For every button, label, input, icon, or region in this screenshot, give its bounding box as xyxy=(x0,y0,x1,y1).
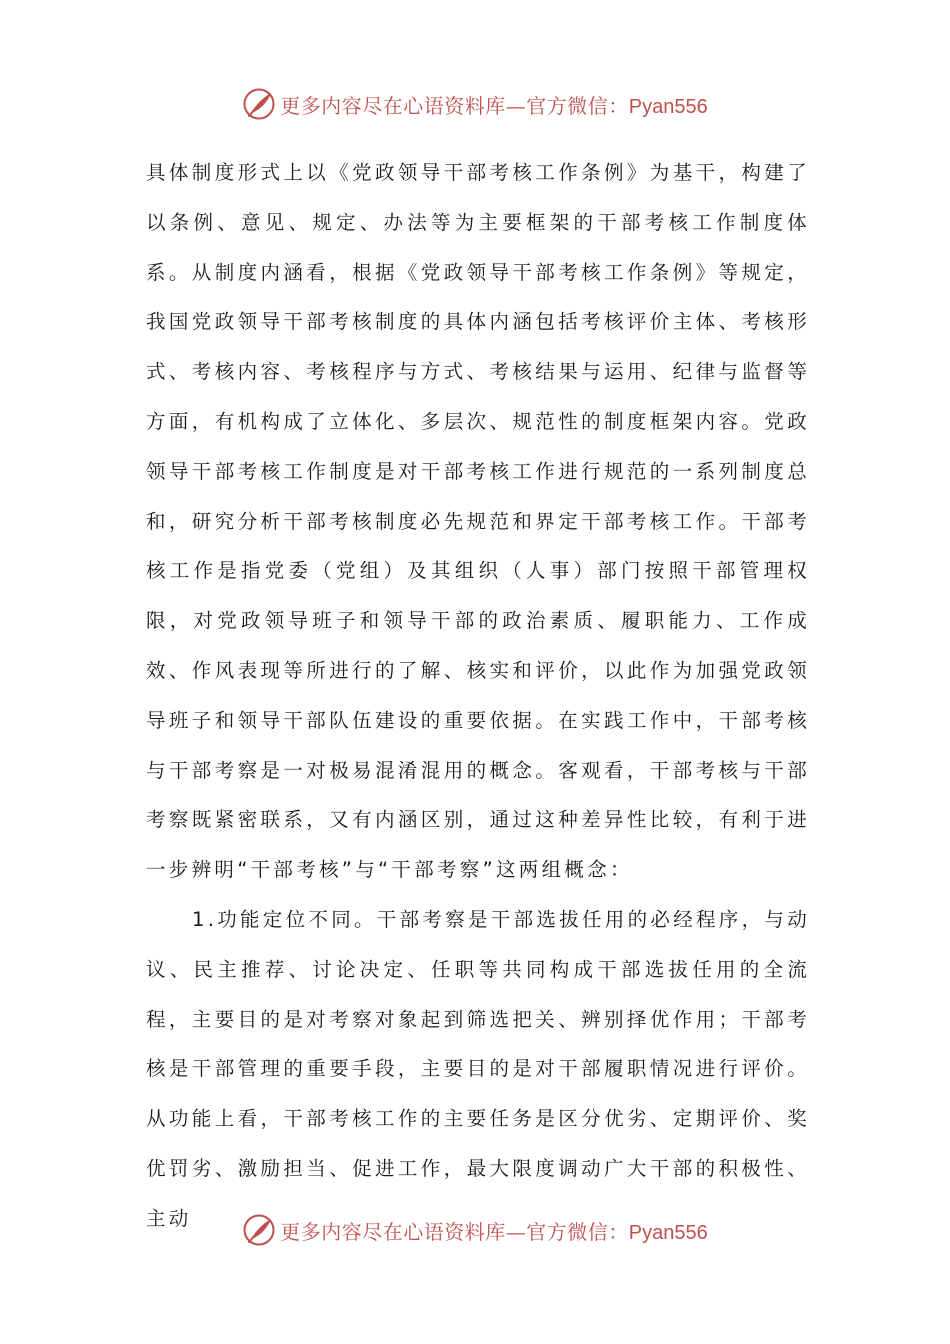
footer-banner xyxy=(0,1210,950,1250)
quill-pen-icon xyxy=(242,1213,276,1247)
body-paragraph-2: 1.功能定位不同。干部考察是干部选拔任用的必经程序，与动议、民主推荐、讨论决定、任职等共同构成干部选拔任用的全流程，主要目的是对考察对象起到筛选把关、辨别择优作用；干部考核是干部管理的重要手段，主要目的是对干部履职情况进行评价。从功能上看，干部考核工作的主要任务是区分优劣、定期评价、奖优罚劣、激励担当、促进工作，最大限度调动广大干部的积极性、主动 xyxy=(146,907,811,1230)
body-paragraph-1: 具体制度形式上以《党政领导干部考核工作条例》为基干，构建了以条例、意见、规定、办法等为主要框架的干部考核工作制度体系。从制度内涵看，根据《党政领导干部考核工作条例》等规定，我国党政领导干部考核制度的具体内涵包括考核评价主体、考核形式、考核内容、考核程序与方式、考核结果与运用、纪律与监督等方面，有机构成了立体化、多层次、规范性的制度框架内容。党政领导干部考核工作制度是对干部考核工作进行规范的一系列制度总和，研究分析干部考核制度必先规范和界定干部考核工作。干部考核工作是指党委（党组）及其组织（人事）部门按照干部管理权限，对党政领导班子和领导干部的政治素质、履职能力、工作成效、作风表现等所进行的了解、核实和评价，以此作为加强党政领导班子和领导干部队伍建设的重要依据。在实践工作中，干部考核与干部考察是一对极易混淆混用的概念。客观看，干部考核与干部考察既紧密联系，又有内涵区别，通过这种差异性比较，有利于进一步辨明“干部考核”与“干部考察”这两组概念： xyxy=(146,161,810,882)
header-banner-text: 更多内容尽在心语资料库—官方微信：Pyan556 xyxy=(280,93,708,118)
header-banner xyxy=(0,84,950,124)
header-banner-handle: Pyan556 xyxy=(628,95,708,118)
quill-pen-icon xyxy=(242,87,276,121)
footer-banner-text: 更多内容尽在心语资料库—官方微信：Pyan556 xyxy=(280,1219,708,1244)
document-body xyxy=(146,148,810,1244)
footer-banner-handle: Pyan556 xyxy=(628,1221,708,1244)
